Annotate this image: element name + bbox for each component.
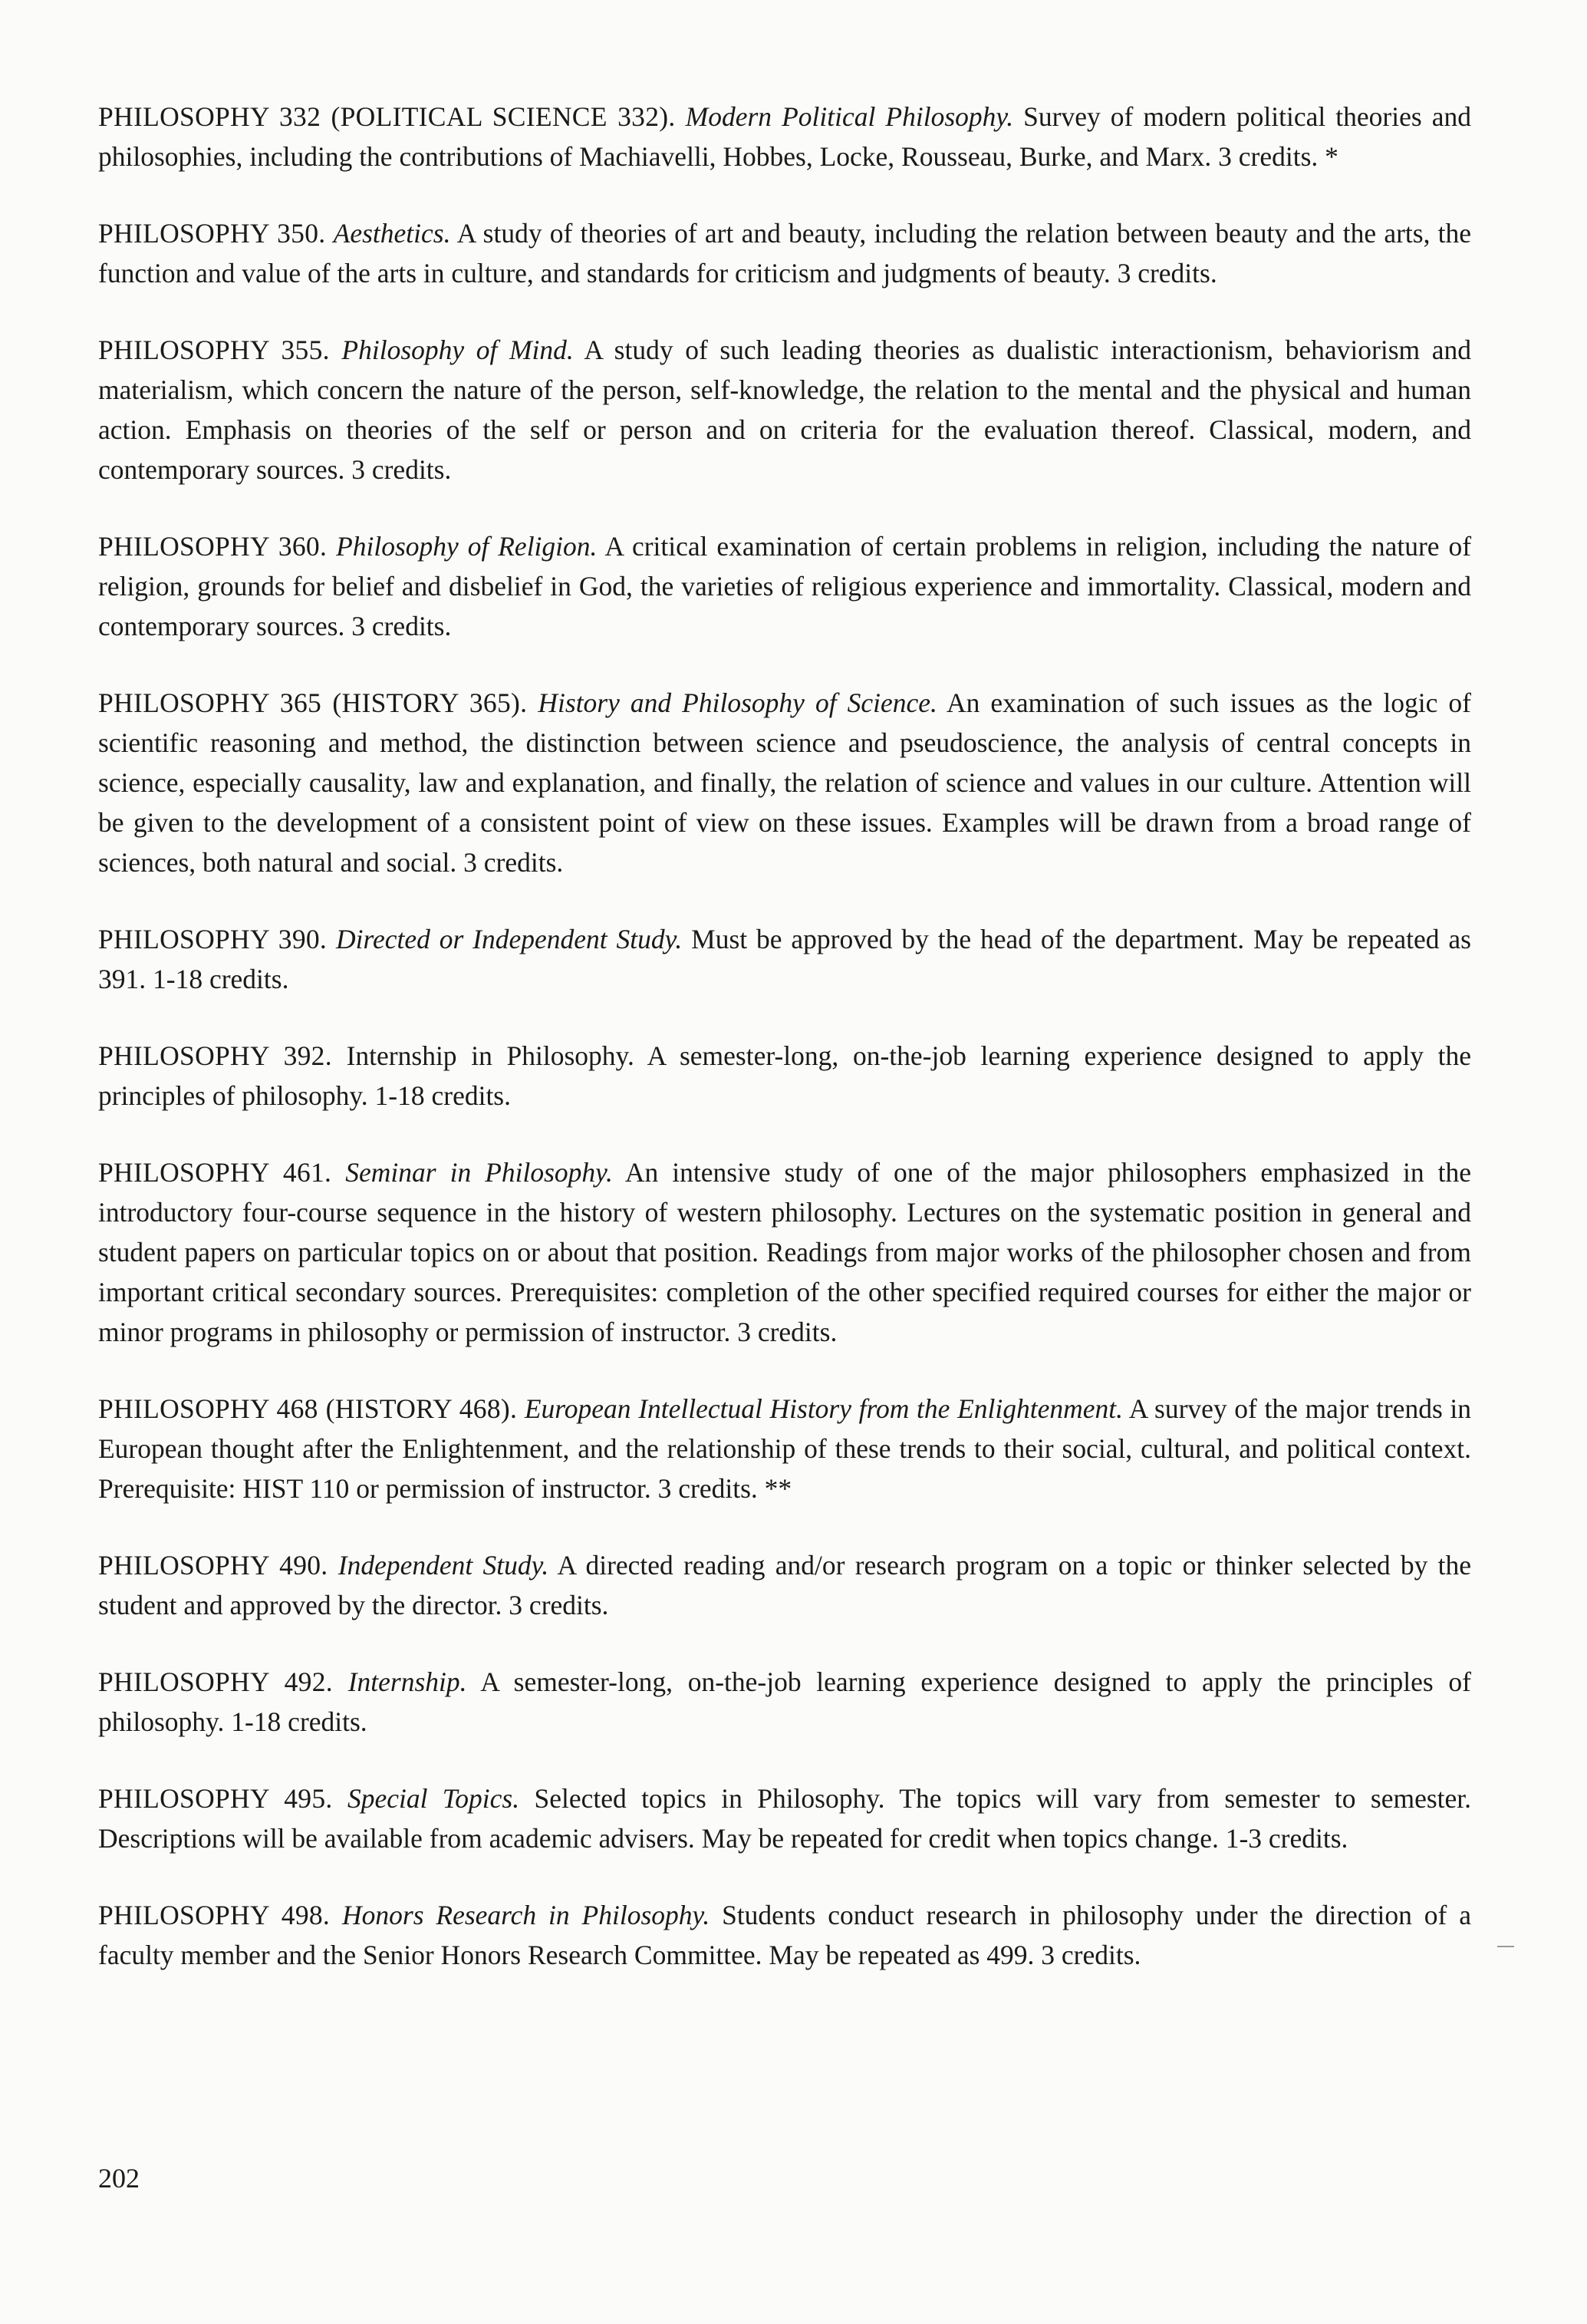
course-title: Internship. — [347, 1666, 467, 1697]
course-entry — [98, 683, 1471, 882]
course-entry — [98, 1389, 1471, 1508]
course-description: A semester-long, on-the-job learning experience designed to apply the principles of philosophy. 1-18 credits. — [98, 1040, 1472, 1111]
course-entry — [98, 213, 1471, 293]
course-code: PHILOSOPHY 355. — [98, 335, 330, 365]
course-code: PHILOSOPHY 498. — [98, 1900, 331, 1930]
course-title: Internship in Philosophy. — [346, 1040, 634, 1071]
course-title: Seminar in Philosophy. — [345, 1157, 613, 1188]
course-entry — [98, 919, 1471, 999]
course-description: A study of such leading theories as dualistic interactionism, behaviorism and materialism, which concern the nature of the person, self-knowledge, the relation to the mental and the physical and human action. Emphasis on theories of the self or person and on criteria for the evaluation thereof. Classical, modern, and contemporary sources. 3 credits. — [98, 335, 1471, 485]
course-entry — [98, 1662, 1471, 1742]
course-title: Aesthetics. — [333, 218, 451, 249]
course-description: An examination of such issues as the logic of scientific reasoning and method, the distinction between science and pseudoscience, the analysis of central concepts in science, especially causality, law and explanation, and finally, the relation of science and values in our culture. Attention will be given to the development of a consistent point of view on these issues. Examples will be drawn from a broad range of sciences, both natural and social. 3 credits. — [98, 687, 1471, 878]
course-title: Modern Political Philosophy. — [685, 101, 1014, 132]
course-title: Independent Study. — [337, 1550, 549, 1581]
course-description: A study of theories of art and beauty, including the relation between beauty and the arts, the function and value of the arts in culture, and standards for criticism and judgments of beauty. 3 credits. — [98, 218, 1472, 288]
course-entry — [98, 1778, 1471, 1858]
course-title: History and Philosophy of Science. — [538, 687, 937, 718]
course-entry — [98, 97, 1471, 176]
course-description: A directed reading and/or research program on a topic or thinker selected by the student and approved by the director. 3 credits. — [98, 1550, 1472, 1620]
course-code: PHILOSOPHY 332 (POLITICAL SCIENCE 332). — [98, 101, 676, 132]
course-description: Survey of modern political theories and philosophies, including the contributions of Machiavelli, Hobbes, Locke, Rousseau, Burke, and Marx. 3 credits. * — [98, 101, 1471, 172]
course-title: Directed or Independent Study. — [335, 924, 683, 954]
course-title: Philosophy of Religion. — [336, 531, 598, 562]
course-title: Special Topics. — [347, 1783, 520, 1814]
course-title: European Intellectual History from the Enlightenment. — [524, 1393, 1123, 1424]
course-description: A semester-long, on-the-job learning experience designed to apply the principles of philosophy. 1-18 credits. — [98, 1666, 1471, 1737]
scan-mark — [1497, 1946, 1514, 1947]
course-code: PHILOSOPHY 468 (HISTORY 468). — [98, 1393, 518, 1424]
course-code: PHILOSOPHY 365 (HISTORY 365). — [98, 687, 528, 718]
course-code: PHILOSOPHY 461. — [98, 1157, 332, 1188]
course-code: PHILOSOPHY 350. — [98, 218, 326, 249]
course-description: A critical examination of certain problems in religion, including the nature of religion, grounds for belief and disbelief in God, the varieties of religious experience and immortality. Classical, modern and contemporary sources. 3 credits. — [98, 531, 1472, 641]
course-entry — [98, 1036, 1471, 1116]
course-code: PHILOSOPHY 390. — [98, 924, 328, 954]
course-description: Must be approved by the head of the department. May be repeated as 391. 1-18 credits. — [98, 924, 1471, 994]
course-code: PHILOSOPHY 360. — [98, 531, 328, 562]
course-code: PHILOSOPHY 495. — [98, 1783, 333, 1814]
course-description: Students conduct research in philosophy under the direction of a faculty member and the Senior Honors Research Committee. May be repeated as 499. 3 credits. — [98, 1900, 1472, 1970]
course-entry — [98, 526, 1471, 646]
course-entry — [98, 1152, 1471, 1352]
course-entry — [98, 330, 1471, 490]
course-description: Selected topics in Philosophy. The topics will vary from semester to semester. Descriptions will be available from academic advisers. May be repeated for credit when topics change. 1-3 credits. — [98, 1783, 1471, 1854]
course-entry — [98, 1895, 1471, 1975]
course-code: PHILOSOPHY 492. — [98, 1666, 333, 1697]
course-code: PHILOSOPHY 392. — [98, 1040, 332, 1071]
course-code: PHILOSOPHY 490. — [98, 1550, 328, 1581]
course-listing — [98, 97, 1471, 2012]
course-description: An intensive study of one of the major philosophers emphasized in the introductory four-course sequence in the history of western philosophy. Lectures on the systematic position in general and student papers on particular topics on or about that position. Readings from major works of the philosopher chosen and from important critical secondary sources. Prerequisites: completion of the other specified required courses for either the major or minor programs in philosophy or permission of instructor. 3 credits. — [98, 1157, 1471, 1347]
course-title: Honors Research in Philosophy. — [342, 1900, 710, 1930]
page-number: 202 — [98, 2163, 140, 2194]
course-entry — [98, 1545, 1471, 1625]
course-title: Philosophy of Mind. — [341, 335, 574, 365]
course-description: A survey of the major trends in European thought after the Enlightenment, and the relationship of these trends to their social, cultural, and political context. Prerequisite: HIST 110 or permission of instructor. 3 credits. ** — [98, 1393, 1472, 1504]
